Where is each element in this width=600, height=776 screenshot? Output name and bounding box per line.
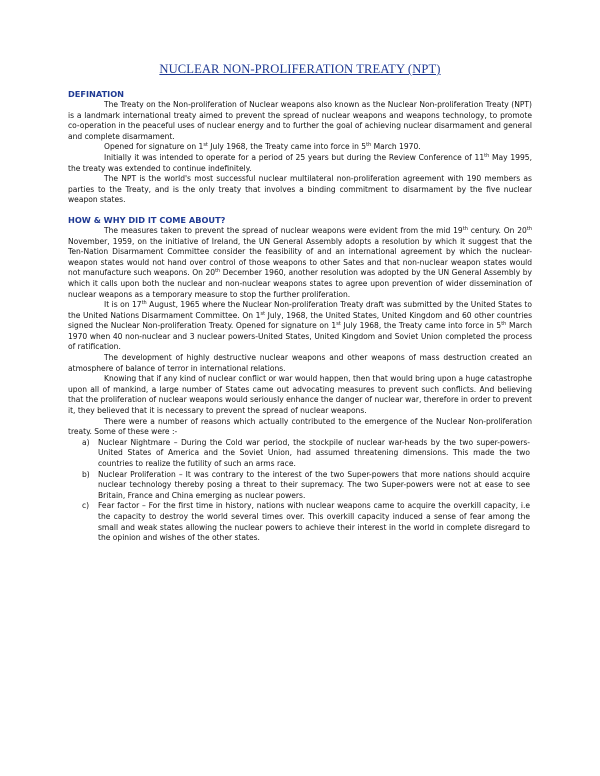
list-item — [68, 470, 532, 502]
definition-paragraph-2: Opened for signature on 1st July 1968, the Treaty came into force in 5th March 1970. — [104, 142, 421, 152]
history-paragraph-2: It is on 17th August, 1965 where the Nuclear Non-proliferation Treaty draft was submitted by the United States to the United Nations Disarmament Committee. On 1st July, 1968, the United States, United Kingdom and 60 other countries signed the Nuclear Non-proliferation Treaty. Opened for signature on 1st July 1968, the Treaty came into force in 5th March 1970 when 40 non-nuclear and 3 nuclear powers-United States, United Kingdom and Soviet Union completed the process of ratification. — [68, 300, 532, 352]
section-heading-definition: DEFINATION — [68, 89, 125, 99]
list-item-text: Fear factor – For the first time in history, nations with nuclear weapons came to acquire the overkill capacity, i.e the capacity to destroy the world several times over. This overkill capacity induced a sense of fear among the small and weak states allowing the nuclear powers to achieve their interest in the world in complete disregard to the opinion and wishes of the other states. — [98, 501, 530, 543]
list-item-text: Nuclear Nightmare – During the Cold war period, the stockpile of nuclear war-heads by the two super-powers-United States of America and the Soviet Union, had assumed threatening dimensions. This made the two countries to realize the futility of such an arms race. — [98, 437, 530, 468]
section-heading-history: HOW & WHY DID IT COME ABOUT? — [68, 214, 226, 225]
definition-paragraph-4: The NPT is the world's most successful nuclear multilateral non-proliferation agreement with 190 members as parties to the Treaty, and is the only treaty that involves a binding commitment to disarmament by the five nuclear weapon states. — [68, 174, 532, 205]
document-title: NUCLEAR NON-PROLIFERATION TREATY (NPT) — [159, 62, 441, 76]
document-page — [68, 62, 532, 544]
list-marker: a) — [82, 437, 90, 447]
definition-paragraph-3: Initially it was intended to operate for a period of 25 years but during the Review Conference of 11th May 1995, the treaty was extended to continue indefinitely. — [68, 152, 532, 173]
history-paragraph-1: The measures taken to prevent the spread of nuclear weapons were evident from the mid 19th century. On 20th November, 1959, on the initiative of Ireland, the UN General Assembly adopts a resolution by which it suggest that the Ten-Nation Disarmament Committee consider the feasibility of and an international agreement by which the nuclear-weapon states would not hand over control of those weapons to other Sates and that non-nuclear weapon states would not manufacture such weapons. On 20th December 1960, another resolution was adopted by the UN General Assembly by which it calls upon both the nuclear and non-nuclear weapons states to agree upon prevention of wider dissemination of nuclear weapons as a temporary measure to stop the further proliferation. — [68, 225, 533, 299]
list-marker: c) — [82, 501, 90, 511]
history-paragraph-4: Knowing that if any kind of nuclear conflict or war would happen, then that would bring upon a huge catastrophe upon all of mankind, a large number of States came out advocating measures to prevent such conflicts. And believing that the proliferation of nuclear weapons would seriously enhance the danger of nuclear war, therefore in order to prevent it, they believed that it is necessary to prevent the spread of nuclear weapons. — [68, 374, 532, 416]
list-item — [68, 501, 532, 543]
definition-paragraph-1: The Treaty on the Non-proliferation of Nuclear weapons also known as the Nuclear Non-proliferation Treaty (NPT) is a landmark international treaty aimed to prevent the spread of nuclear weapons and weapons technology, to promote co-operation in the peaceful uses of nuclear energy and to further the goal of achieving nuclear disarmament and general and complete disarmament. — [68, 100, 532, 141]
reasons-list — [68, 438, 532, 544]
history-paragraph-3: The development of highly destructive nuclear weapons and other weapons of mass destruction created an atmosphere of balance of terror in international relations. — [68, 353, 532, 373]
list-marker: b) — [82, 469, 90, 479]
list-item-text: Nuclear Proliferation – It was contrary to the interest of the two Super-powers that more nations should acquire nuclear technology thereby posing a threat to their supremacy. The two Super-powers were not at ease to see Britain, France and China emerging as nuclear powers. — [98, 469, 530, 500]
list-item — [68, 438, 532, 470]
history-paragraph-5: There were a number of reasons which actually contributed to the emergence of the Nuclear Non-proliferation treaty. Some of these were :- — [68, 416, 532, 437]
